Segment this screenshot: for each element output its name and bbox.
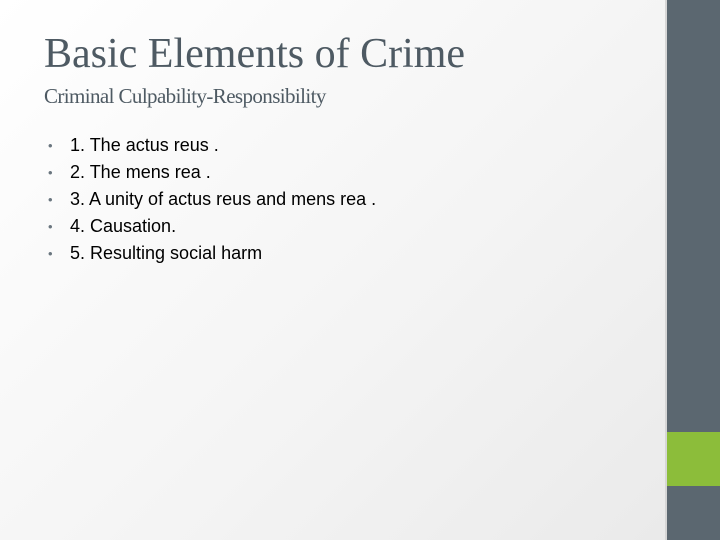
bullet-text: 5. Resulting social harm bbox=[70, 243, 263, 263]
bullet-text: 1. The actus reus . bbox=[70, 135, 219, 155]
bullet-item-3 bbox=[48, 186, 376, 213]
bullet-item-1 bbox=[48, 132, 376, 159]
accent-block bbox=[667, 432, 720, 486]
bullet-item-2 bbox=[48, 159, 376, 186]
bullet-icon: • bbox=[48, 219, 53, 234]
bullet-item-4 bbox=[48, 213, 376, 240]
slide-title: Basic Elements of Crime bbox=[44, 31, 466, 77]
bullet-icon: • bbox=[48, 165, 53, 180]
bullet-icon: • bbox=[48, 246, 53, 261]
bullet-icon: • bbox=[48, 138, 53, 153]
bullet-list bbox=[48, 132, 376, 267]
bullet-text: 4. Causation. bbox=[70, 216, 177, 236]
slide-subtitle: Criminal Culpability-Responsibility bbox=[44, 84, 326, 108]
bullet-text: 2. The mens rea . bbox=[70, 162, 211, 182]
bullet-text: 3. A unity of actus reus and mens rea . bbox=[70, 189, 377, 209]
bullet-item-5 bbox=[48, 240, 376, 267]
bullet-icon: • bbox=[48, 192, 53, 207]
